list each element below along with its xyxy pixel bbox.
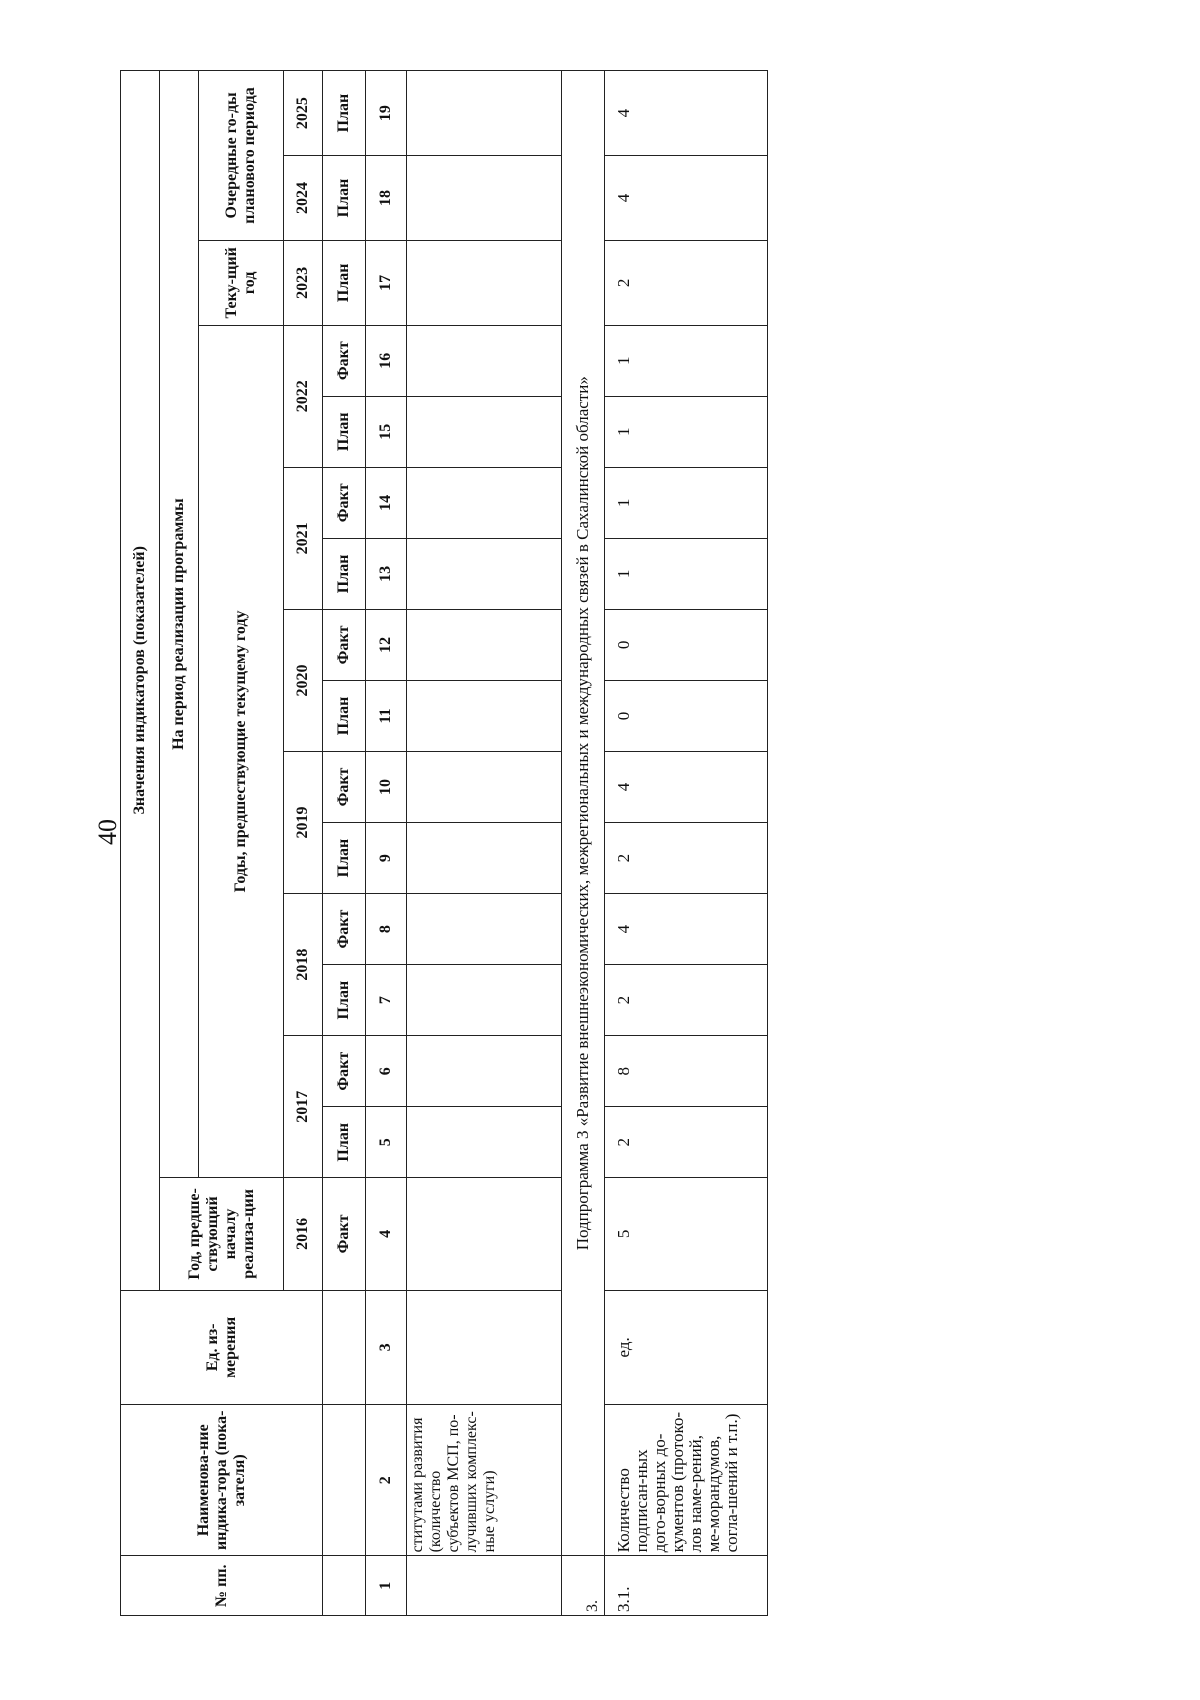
value-cell: 5	[605, 1178, 768, 1290]
rotated-table-wrapper	[120, 70, 768, 1616]
table-row-continuation	[407, 71, 562, 1616]
cell-no	[407, 1556, 562, 1616]
column-number: 8	[366, 894, 407, 965]
value-cell: 8	[605, 1036, 768, 1107]
column-number: 16	[366, 325, 407, 396]
sub-label: План	[323, 538, 366, 609]
column-number: 12	[366, 609, 407, 680]
header-unit: Ед. из-мерения	[121, 1290, 323, 1405]
column-number: 3	[366, 1290, 407, 1405]
header-period-group: На период реализации программы	[160, 71, 199, 1178]
header-values-group: Значения индикаторов (показателей)	[121, 71, 160, 1291]
header-no: № пп.	[121, 1556, 323, 1616]
blank-cell	[407, 156, 562, 241]
page-number: 40	[93, 819, 122, 845]
blank-cell	[407, 609, 562, 680]
indicators-table	[120, 70, 768, 1616]
column-number: 6	[366, 1036, 407, 1107]
column-number: 1	[366, 1556, 407, 1616]
blank-cell	[407, 1107, 562, 1178]
sub-label: План	[323, 1107, 366, 1178]
blank-cell	[407, 71, 562, 156]
blank-cell	[323, 1405, 366, 1556]
value-cell: 2	[605, 1107, 768, 1178]
table-row-indicator	[605, 71, 768, 1616]
column-number: 7	[366, 965, 407, 1036]
value-cell: 0	[605, 680, 768, 751]
value-cell: 4	[605, 751, 768, 822]
column-number: 15	[366, 396, 407, 467]
year-cell: 2018	[284, 894, 323, 1036]
sub-label: План	[323, 240, 366, 325]
document-sheet	[120, 70, 1200, 1630]
header-next-years: Очередные го-ды планового периода	[199, 71, 284, 241]
sub-label: Факт	[323, 751, 366, 822]
table-row-section	[562, 71, 605, 1616]
sub-label: Факт	[323, 467, 366, 538]
sub-label: Факт	[323, 1178, 366, 1290]
blank-cell	[407, 965, 562, 1036]
column-number: 4	[366, 1178, 407, 1290]
column-number: 10	[366, 751, 407, 822]
indicator-name: ститутами развития (количество субъектов МСП, по-лучивших комплекс-ные услуги)	[407, 1405, 562, 1556]
blank-cell	[407, 894, 562, 965]
indicator-unit: ед.	[605, 1290, 768, 1405]
blank-cell	[407, 325, 562, 396]
blank-cell	[407, 240, 562, 325]
year-cell: 2022	[284, 325, 323, 467]
blank-cell	[323, 1290, 366, 1405]
blank-cell	[407, 680, 562, 751]
year-cell: 2025	[284, 71, 323, 156]
header-row-1	[121, 71, 160, 1616]
blank-cell	[407, 823, 562, 894]
value-cell: 2	[605, 965, 768, 1036]
header-current-year: Теку-щий год	[199, 240, 284, 325]
sub-label: План	[323, 396, 366, 467]
blank-cell	[407, 1036, 562, 1107]
column-number: 9	[366, 823, 407, 894]
header-name: Наименова-ние индика-тора (пока-зателя)	[121, 1405, 323, 1556]
value-cell: 1	[605, 325, 768, 396]
year-cell: 2019	[284, 751, 323, 893]
year-cell: 2020	[284, 609, 323, 751]
year-cell: 2023	[284, 240, 323, 325]
value-cell: 0	[605, 609, 768, 680]
blank-cell	[323, 1556, 366, 1616]
column-number-row	[366, 71, 407, 1616]
year-cell: 2024	[284, 156, 323, 241]
sub-label: Факт	[323, 1036, 366, 1107]
value-cell: 1	[605, 396, 768, 467]
sub-label: План	[323, 71, 366, 156]
section-title: Подпрограмма 3 «Развитие внешнеэкономических, межрегиональных и международных связей в Сахалинской области»	[562, 71, 605, 1556]
cell-unit	[407, 1290, 562, 1405]
header-previous-years: Годы, предшествующие текущему году	[199, 325, 284, 1178]
sub-label: План	[323, 680, 366, 751]
column-number: 5	[366, 1107, 407, 1178]
blank-cell	[407, 467, 562, 538]
column-number: 11	[366, 680, 407, 751]
year-cell: 2017	[284, 1036, 323, 1178]
year-cell: 2021	[284, 467, 323, 609]
blank-cell	[407, 396, 562, 467]
sub-label: Факт	[323, 894, 366, 965]
blank-cell	[407, 751, 562, 822]
value-cell: 1	[605, 467, 768, 538]
column-number: 2	[366, 1405, 407, 1556]
column-number: 14	[366, 467, 407, 538]
value-cell: 4	[605, 71, 768, 156]
sub-label: План	[323, 156, 366, 241]
column-number: 19	[366, 71, 407, 156]
column-number: 13	[366, 538, 407, 609]
blank-cell	[407, 538, 562, 609]
sub-label: План	[323, 965, 366, 1036]
indicator-name: Количество подписан-ных дого-ворных до-кументов (протоко-лов наме-рений, ме-морандумов, согла-шений и т.п.)	[605, 1405, 768, 1556]
section-no: 3.	[562, 1556, 605, 1616]
value-cell: 2	[605, 240, 768, 325]
blank-cell	[407, 1178, 562, 1290]
column-number: 18	[366, 156, 407, 241]
sub-label: План	[323, 823, 366, 894]
header-row-sublabels	[323, 71, 366, 1616]
value-cell: 4	[605, 156, 768, 241]
value-cell: 4	[605, 894, 768, 965]
header-base-year: Год, предше-ствующий началу реализа-ции	[160, 1178, 284, 1290]
value-cell: 2	[605, 823, 768, 894]
column-number: 17	[366, 240, 407, 325]
sub-label: Факт	[323, 609, 366, 680]
year-cell: 2016	[284, 1178, 323, 1290]
indicator-no: 3.1.	[605, 1556, 768, 1616]
value-cell: 1	[605, 538, 768, 609]
sub-label: Факт	[323, 325, 366, 396]
